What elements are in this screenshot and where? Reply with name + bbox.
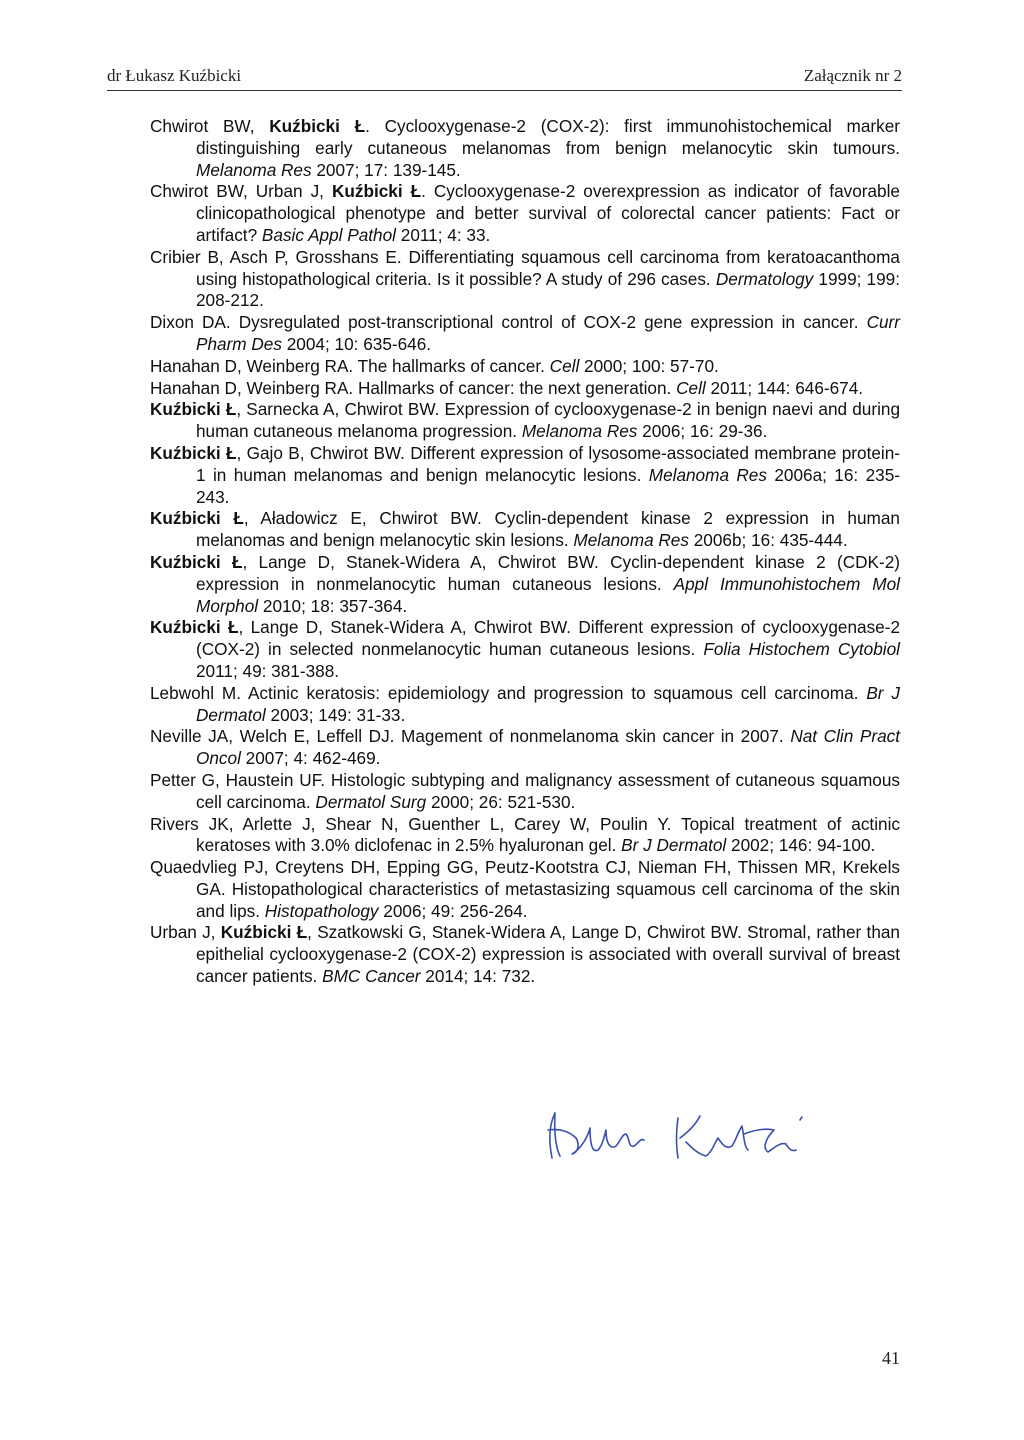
reference-text: Dixon DA. Dysregulated post-transcriptional control of COX-2 gene expression in cancer. <box>150 312 867 333</box>
reference-text: 2011; 4: 33. <box>396 224 491 245</box>
journal-name: Folia Histochem Cytobiol <box>703 639 900 660</box>
reference-text: 2006; 49: 256-264. <box>378 900 528 921</box>
journal-name: BMC Cancer <box>322 966 421 987</box>
reference-entry <box>150 378 900 400</box>
reference-text: , Aładowicz E, Chwirot BW. Cyclin-dependent kinase 2 expression in human melanomas and benign melanocytic skin lesions. <box>196 508 900 551</box>
highlighted-author: Kuźbicki Ł <box>150 399 237 420</box>
reference-text: 2002; 146: 94-100. <box>726 835 876 856</box>
journal-name: Cell <box>676 377 706 398</box>
page-header <box>107 66 902 91</box>
reference-text: 2007; 4: 462-469. <box>240 748 381 769</box>
journal-name: Dermatol Surg <box>315 791 427 812</box>
reference-text: 2006a; 16: 235-243. <box>196 464 900 507</box>
reference-text: Cribier B, Asch P, Grosshans E. Differentiating squamous cell carcinoma from keratoacanthoma using histopathological criteria. Is it possible? A study of 296 cases. <box>150 246 900 289</box>
reference-entry <box>150 443 900 508</box>
journal-name: Melanoma Res <box>573 530 689 551</box>
header-author: dr Łukasz Kuźbicki <box>107 66 242 85</box>
reference-entry <box>150 552 900 617</box>
journal-name: Melanoma Res <box>521 421 638 442</box>
reference-text: Petter G, Haustein UF. Histologic subtyping and malignancy assessment of cutaneous squamous cell carcinoma. <box>150 769 900 812</box>
reference-text: Chwirot BW, <box>150 116 270 136</box>
reference-text: Quaedvlieg PJ, Creytens DH, Epping GG, Peutz-Kootstra CJ, Nieman FH, Thissen MR, Krekels GA. Histopathological characteristics of metastasizing squamous cell carcinoma of the skin and lips. <box>150 857 900 921</box>
reference-text: . Cyclooxygenase-2 (COX-2): first immunohistochemical marker distinguishing early cutaneous melanomas from benign melanocytic skin tumours. <box>196 116 900 158</box>
reference-text: 2010; 18: 357-364. <box>258 595 408 616</box>
reference-entry <box>150 922 900 987</box>
journal-name: Melanoma Res <box>648 464 767 485</box>
reference-text: . Cyclooxygenase-2 overexpression as indicator of favorable clinicopathological phenotype and better survival of colorectal cancer patients: Fact or artifact? <box>196 181 900 245</box>
reference-text: , Lange D, Stanek-Widera A, Chwirot BW. Cyclin-dependent kinase 2 (CDK-2) expression in nonmelanocytic human cutaneous lesions. <box>196 551 900 594</box>
journal-name: Histopathology <box>264 900 379 921</box>
reference-text: Urban J, <box>150 922 221 943</box>
journal-name: Cell <box>549 355 580 376</box>
header-attachment-label: Załącznik nr 2 <box>803 66 902 85</box>
handwritten-signature <box>530 1098 830 1178</box>
reference-text: 2011; 144: 646-674. <box>705 377 864 398</box>
reference-entry <box>150 356 900 378</box>
highlighted-author: Kuźbicki Ł <box>150 551 243 572</box>
reference-text: 2014; 14: 732. <box>420 966 536 987</box>
journal-name: Basic Appl Pathol <box>261 224 396 245</box>
reference-text: 2006b; 16: 435-444. <box>688 530 848 551</box>
reference-text: 2000; 26: 521-530. <box>426 791 576 812</box>
highlighted-author: Kuźbicki Ł <box>150 617 239 638</box>
journal-name: Curr Pharm Des <box>196 312 900 354</box>
reference-text: , Sarnecka A, Chwirot BW. Expression of cyclooxygenase-2 in benign naevi and during human cutaneous melanoma progression. <box>196 399 901 442</box>
reference-entry <box>150 814 900 858</box>
journal-name: Melanoma Res <box>196 159 312 180</box>
reference-text: 1999; 199: 208-212. <box>196 268 901 311</box>
reference-list <box>150 116 900 988</box>
reference-text: Rivers JK, Arlette J, Shear N, Guenther L, Carey W, Poulin Y. Topical treatment of actinic keratoses with 3.0% diclofenac in 2.5% hyaluronan gel. <box>150 813 900 856</box>
reference-text: 2000; 100: 57-70. <box>579 355 719 376</box>
reference-entry <box>150 116 900 181</box>
highlighted-author: Kuźbicki Ł <box>150 508 244 529</box>
reference-text: Hanahan D, Weinberg RA. Hallmarks of cancer: the next generation. <box>150 377 677 398</box>
reference-text: 2004; 10: 635-646. <box>281 333 432 354</box>
highlighted-author: Kuźbicki Ł <box>150 442 237 463</box>
journal-name: Dermatology <box>715 268 814 289</box>
reference-text: Lebwohl M. Actinic keratosis: epidemiology and progression to squamous cell carcinoma. <box>150 682 867 703</box>
reference-entry <box>150 617 900 682</box>
reference-entry <box>150 857 900 922</box>
highlighted-author: Kuźbicki Ł <box>220 922 308 943</box>
page-number: 41 <box>882 1348 900 1368</box>
reference-text: Hanahan D, Weinberg RA. The hallmarks of cancer. <box>150 355 550 376</box>
reference-text: 2006; 16: 29-36. <box>637 421 768 442</box>
reference-text: , Szatkowski G, Stanek-Widera A, Lange D, Chwirot BW. Stromal, rather than epithelial cyclooxygenase-2 (COX-2) expression is associated with overall survival of breast cancer patients. <box>196 922 900 987</box>
highlighted-author: Kuźbicki Ł <box>269 116 366 136</box>
reference-entry <box>150 181 900 246</box>
reference-entry <box>150 312 900 356</box>
journal-name: Br J Dermatol <box>621 835 727 856</box>
reference-text: 2011; 49: 381-388. <box>196 660 340 681</box>
reference-text: , Lange D, Stanek-Widera A, Chwirot BW. Different expression of cyclooxygenase-2 (COX-2) in selected nonmelanocytic human cutaneous lesions. <box>196 617 901 660</box>
journal-name: Br J Dermatol <box>196 682 900 725</box>
reference-entry <box>150 726 900 770</box>
reference-text: 2003; 149: 31-33. <box>265 704 406 725</box>
reference-entry <box>150 247 900 312</box>
reference-entry <box>150 770 900 814</box>
journal-name: Appl Immunohistochem Mol Morphol <box>196 573 900 616</box>
reference-text: Neville JA, Welch E, Leffell DJ. Magement of nonmelanoma skin cancer in 2007. <box>150 726 791 747</box>
reference-entry <box>150 399 900 443</box>
reference-text: Chwirot BW, Urban J, <box>150 181 332 202</box>
journal-name: Nat Clin Pract Oncol <box>196 726 900 769</box>
reference-entry <box>150 508 900 552</box>
reference-text: 2007; 17: 139-145. <box>311 159 461 180</box>
reference-entry <box>150 683 900 727</box>
reference-text: , Gajo B, Chwirot BW. Different expression of lysosome-associated membrane protein-1 in human melanomas and benign melanocytic lesions. <box>196 442 900 485</box>
highlighted-author: Kuźbicki Ł <box>331 181 422 202</box>
